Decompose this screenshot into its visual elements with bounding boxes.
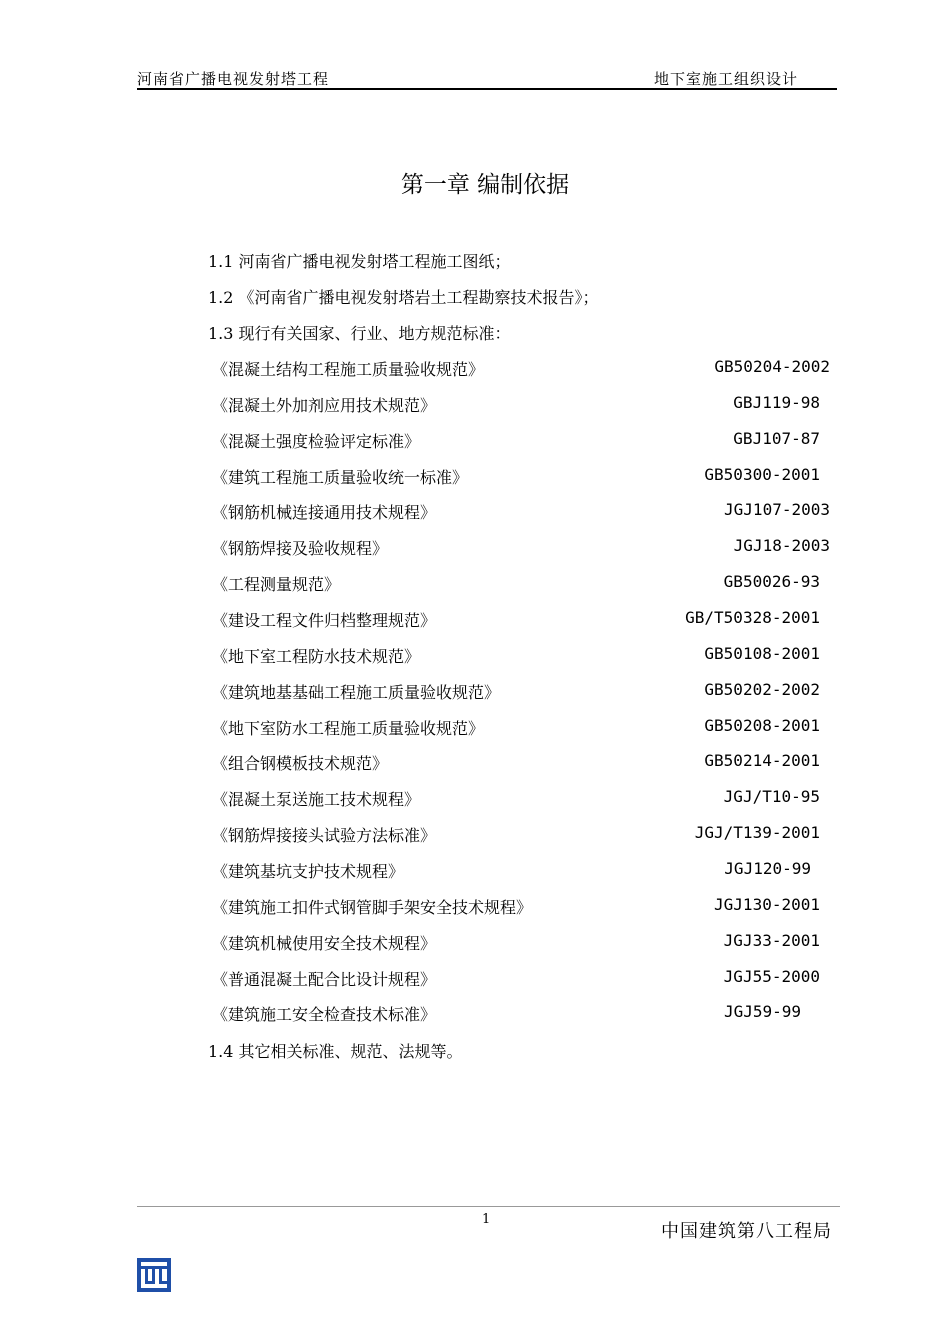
item-1-3: 1.3 现行有关国家、行业、地方规范标准： (208, 324, 511, 343)
standard-name: 《混凝土强度检验评定标准》 (212, 432, 421, 451)
standard-code: JGJ18-2003 (733, 536, 830, 555)
item-1-4: 1.4 其它相关标准、规范、法规等。 (208, 1042, 463, 1061)
standard-name: 《建筑工程施工质量验收统一标准》 (212, 468, 469, 487)
standard-code: GB50204-2002 (714, 357, 830, 376)
standard-name: 《组合钢模板技术规范》 (212, 754, 389, 773)
standard-name: 《钢筋焊接及验收规程》 (212, 539, 389, 558)
standard-code: GB50026-93 (723, 572, 820, 591)
standard-code: JGJ120-99 (724, 859, 811, 878)
standard-name: 《建筑基坑支护技术规程》 (212, 862, 405, 881)
standard-code: GB50208-2001 (704, 716, 820, 735)
standard-code: JGJ59-99 (723, 1002, 801, 1021)
item-1-2: 1.2 《河南省广播电视发射塔岩土工程勘察技术报告》； (208, 288, 599, 307)
standard-code: JGJ33-2001 (723, 931, 820, 950)
header-document-name: 地下室施工组织设计 (653, 70, 798, 88)
cscec-logo-icon (137, 1258, 171, 1292)
standard-name: 《建筑机械使用安全技术规程》 (212, 934, 437, 953)
standard-name: 《工程测量规范》 (212, 575, 341, 594)
standard-code: GB/T50328-2001 (685, 608, 820, 627)
footer-rule (137, 1206, 840, 1207)
standard-name: 《混凝土外加剂应用技术规范》 (212, 396, 437, 415)
footer-organization: 中国建筑第八工程局 (661, 1221, 832, 1242)
standard-name: 《地下室防水工程施工质量验收规范》 (212, 719, 485, 738)
standard-code: JGJ55-2000 (723, 967, 820, 986)
standard-code: GB50214-2001 (704, 751, 820, 770)
item-1-1: 1.1 河南省广播电视发射塔工程施工图纸； (208, 252, 511, 271)
standard-name: 《混凝土泵送施工技术规程》 (212, 790, 421, 809)
standard-code: GBJ107-87 (733, 429, 820, 448)
standard-name: 《混凝土结构工程施工质量验收规范》 (212, 360, 485, 379)
standard-name: 《建设工程文件归档整理规范》 (212, 611, 437, 630)
standard-name: 《普通混凝土配合比设计规程》 (212, 970, 437, 989)
standard-name: 《钢筋机械连接通用技术规程》 (212, 503, 437, 522)
standard-code: GB50108-2001 (704, 644, 820, 663)
standard-code: JGJ107-2003 (724, 500, 830, 519)
standard-code: GB50300-2001 (704, 465, 820, 484)
standard-name: 《建筑地基基础工程施工质量验收规范》 (212, 683, 501, 702)
standard-name: 《地下室工程防水技术规范》 (212, 647, 421, 666)
standard-name: 《建筑施工扣件式钢管脚手架安全技术规程》 (212, 898, 533, 917)
standard-code: GB50202-2002 (704, 680, 820, 699)
chapter-title: 第一章 编制依据 (400, 172, 570, 198)
standard-name: 《建筑施工安全检查技术标准》 (212, 1005, 437, 1024)
standard-code: JGJ130-2001 (714, 895, 820, 914)
standard-code: JGJ/T139-2001 (694, 823, 820, 842)
standard-code: GBJ119-98 (733, 393, 820, 412)
header-project-name: 河南省广播电视发射塔工程 (137, 70, 330, 88)
page-number: 1 (482, 1212, 491, 1227)
header-rule (137, 88, 837, 90)
standard-name: 《钢筋焊接接头试验方法标准》 (212, 826, 437, 845)
standard-code: JGJ/T10-95 (723, 787, 820, 806)
